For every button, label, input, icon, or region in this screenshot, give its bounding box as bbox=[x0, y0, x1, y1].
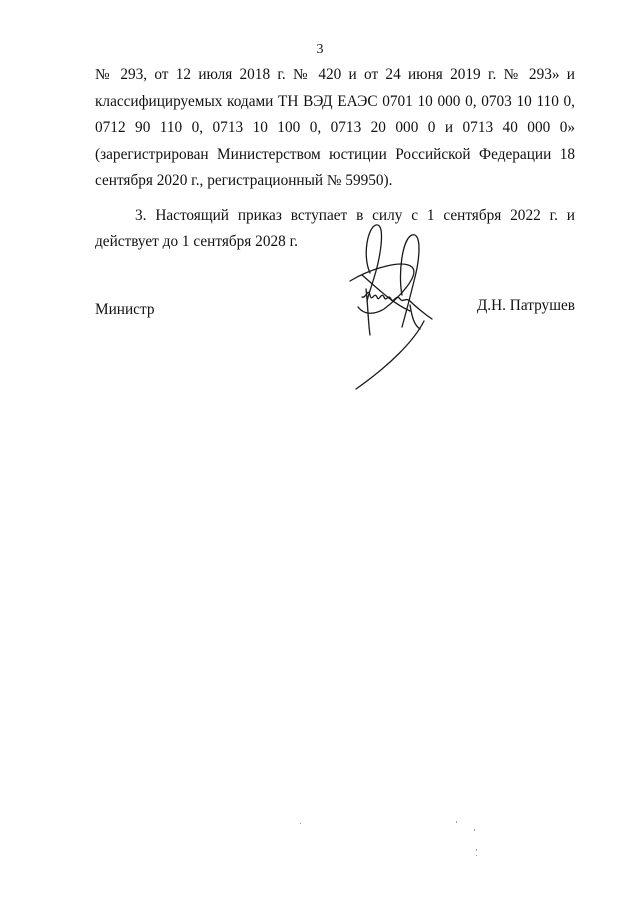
signatory-title: Министр bbox=[95, 301, 155, 318]
page-number: 3 bbox=[316, 42, 324, 57]
signatory-name: Д.Н. Патрушев bbox=[476, 297, 575, 314]
document-body bbox=[95, 62, 575, 256]
paragraph-effective-date: 3. Настоящий приказ вступает в силу с 1 сентября 2022 г. и действует до 1 сентября 2028 г. bbox=[95, 206, 575, 250]
handwritten-signature bbox=[340, 215, 445, 395]
paragraph-continuation: № 293, от 12 июля 2018 г. № 420 и от 24 июня 2019 г. № 293» и классифицируемых кодами ТН ВЭД ЕАЭС 0701 10 000 0, 0703 10 110 0, 0712 90 110 0, 0713 10 100 0, 0713 20 000 0 и 0713 40 000 0» (зарегистрирован Министерством юстиции Российской Федерации 18 сентября 2020 г., регистрационный № 59950). bbox=[95, 66, 575, 189]
